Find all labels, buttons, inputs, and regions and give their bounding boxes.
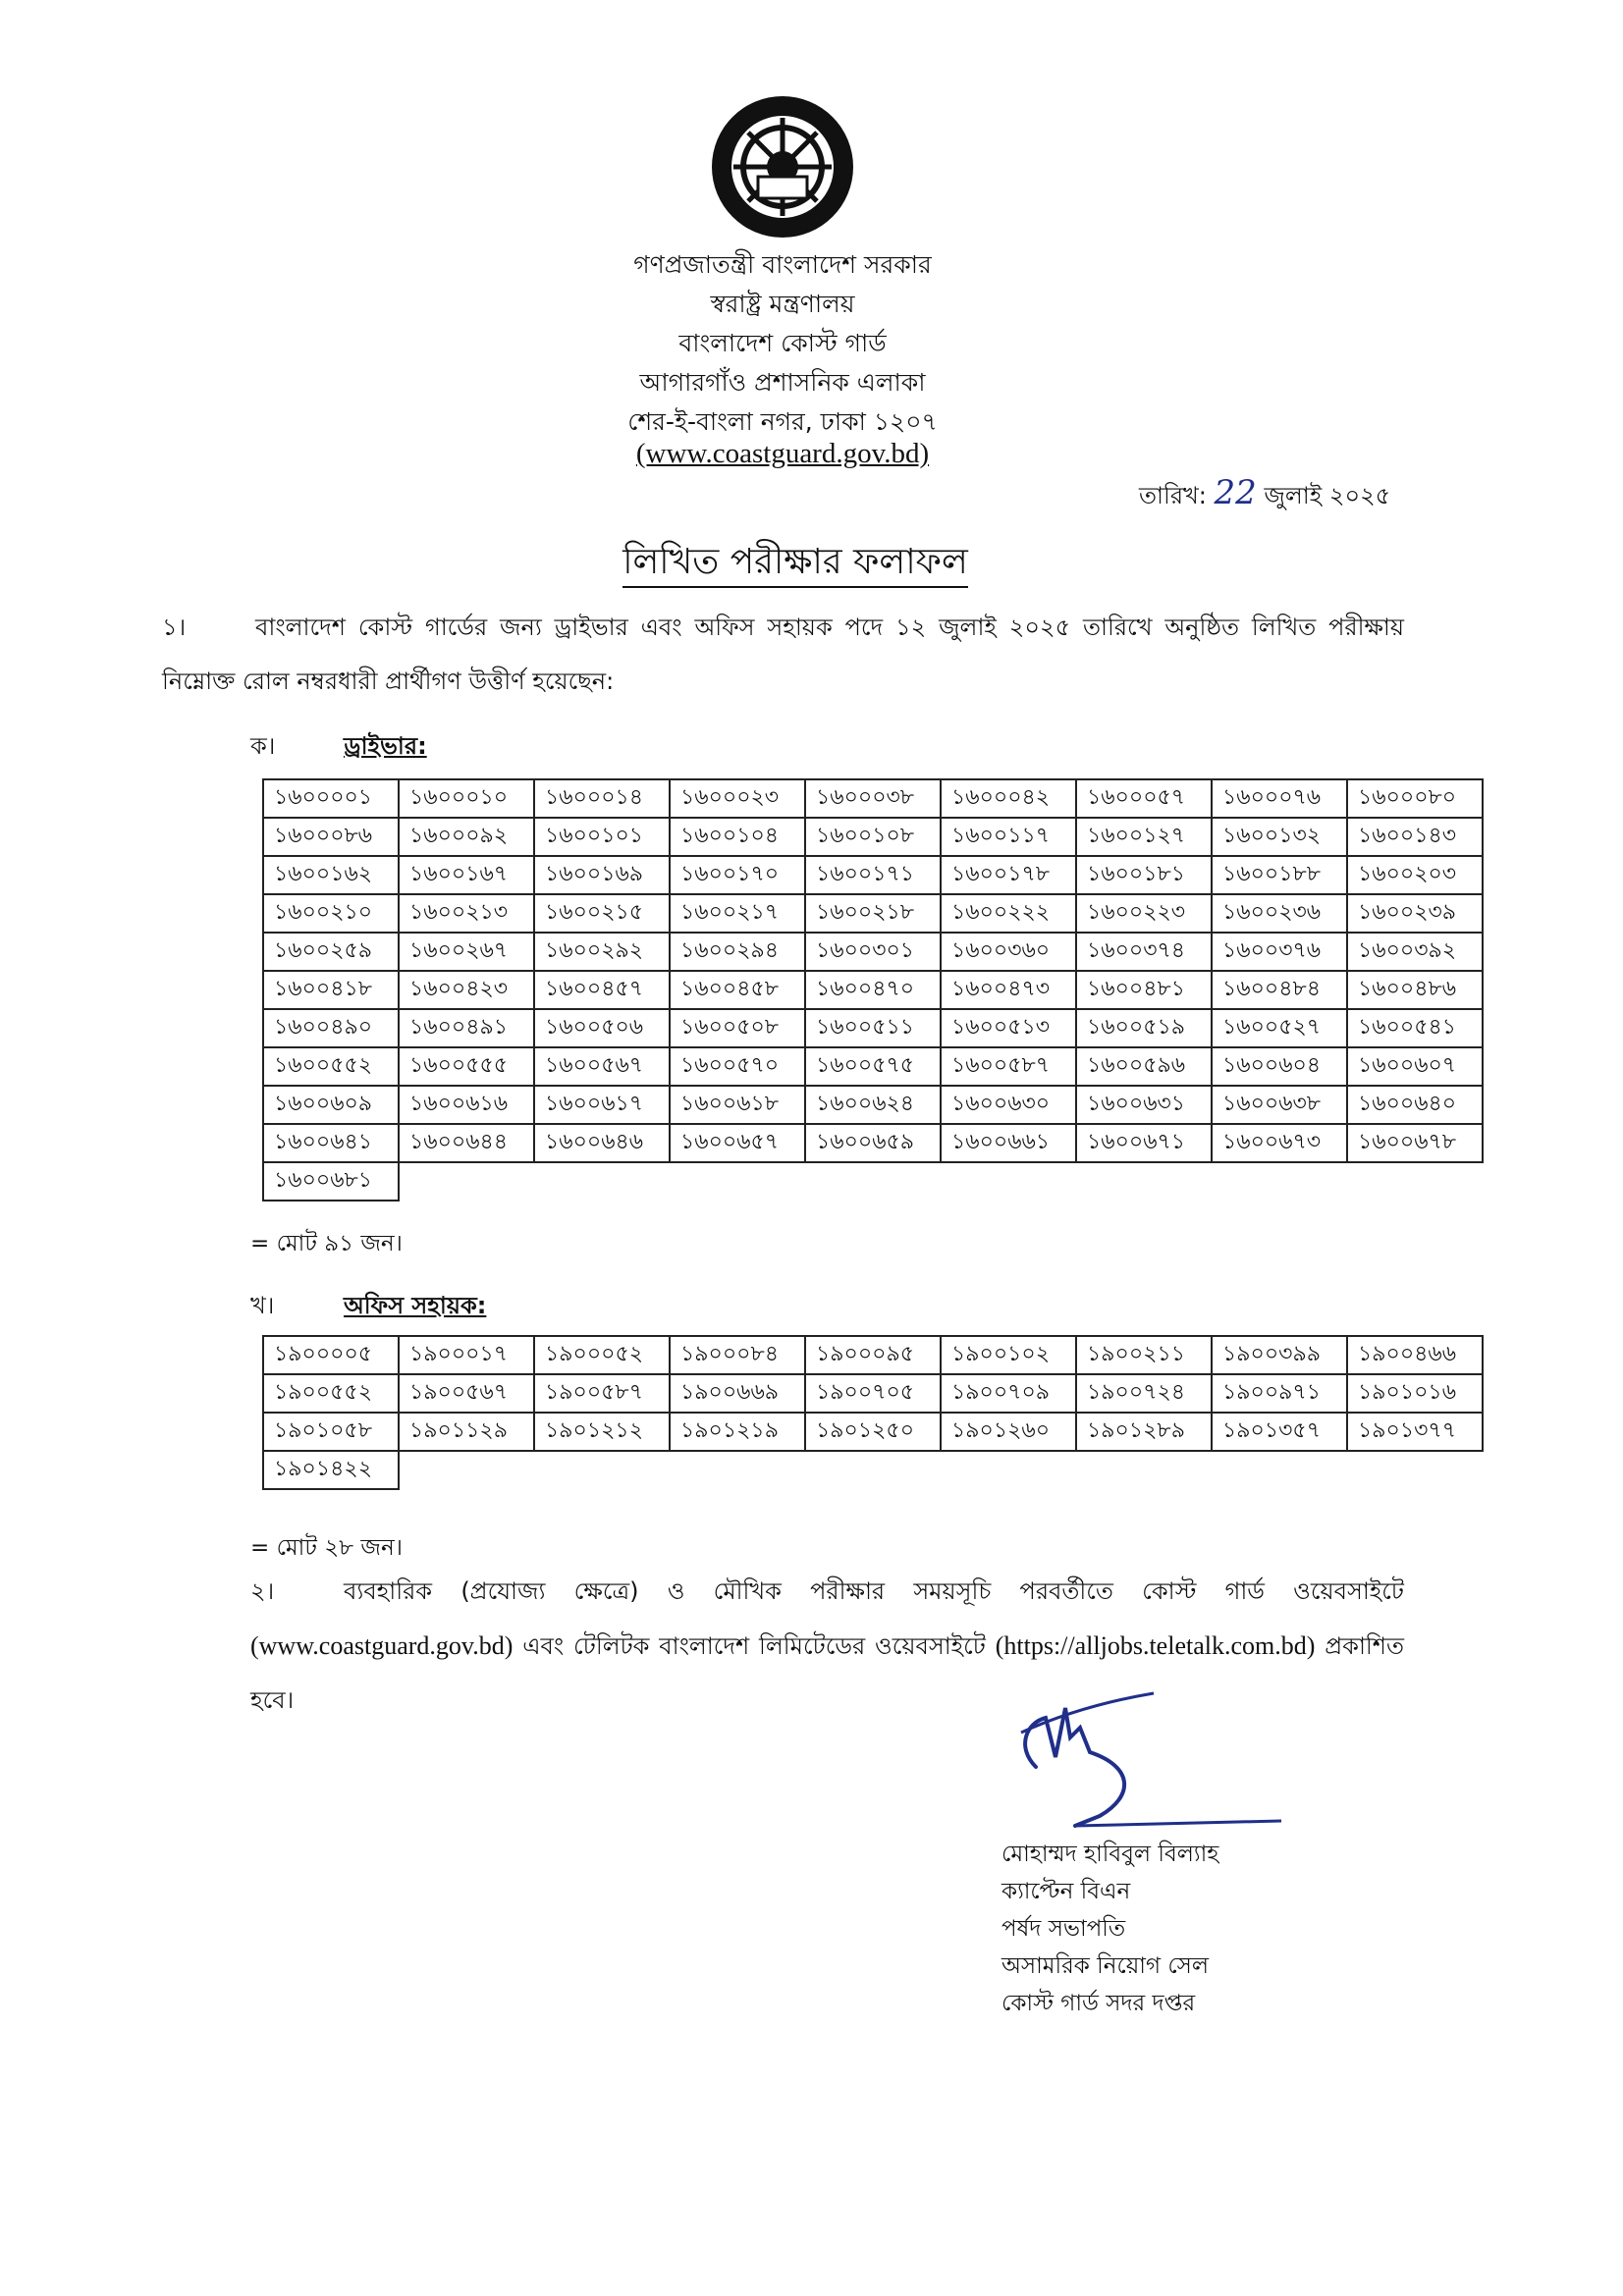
office-label: অফিস সহায়ক: <box>344 1292 487 1319</box>
roll-number-cell: ১৬০০৪৮৬ <box>1347 971 1483 1009</box>
roll-number-cell: ১৬০০৪১৮ <box>263 971 399 1009</box>
office-assistant-heading <box>250 1288 486 1327</box>
roll-number-cell: ১৬০০০২৩ <box>670 779 805 818</box>
roll-number-cell: ১৯০০৭২৪ <box>1076 1374 1212 1413</box>
roll-number-cell: ১৬০০৫০৮ <box>670 1009 805 1047</box>
roll-number-cell: ১৬০০৬৬১ <box>941 1124 1076 1162</box>
empty-cell <box>534 1162 670 1201</box>
roll-number-cell: ১৯০১৩৫৭ <box>1212 1413 1347 1451</box>
roll-number-cell: ১৯০০০৫২ <box>534 1336 670 1374</box>
roll-number-cell: ১৬০০১৬৯ <box>534 856 670 894</box>
roll-number-cell: ১৬০০০৯২ <box>399 818 534 856</box>
roll-number-cell: ১৬০০১৮৮ <box>1212 856 1347 894</box>
table-row <box>263 818 1483 856</box>
roll-number-cell: ১৬০০৫৬৭ <box>534 1047 670 1086</box>
empty-cell <box>941 1162 1076 1201</box>
roll-number-cell: ১৬০০২৩৬ <box>1212 894 1347 933</box>
roll-number-cell: ১৯০০৭০৫ <box>805 1374 941 1413</box>
signatory-designation: পর্ষদ সভাপতি <box>1001 1916 1126 1942</box>
roll-number-cell: ১৬০০২১৮ <box>805 894 941 933</box>
empty-cell <box>670 1162 805 1201</box>
roll-number-cell: ১৬০০০৮৬ <box>263 818 399 856</box>
roll-number-cell: ১৬০০০৩৮ <box>805 779 941 818</box>
driver-total: = মোট ৯১ জন। <box>250 1231 403 1256</box>
roll-number-cell: ১৬০০০৪২ <box>941 779 1076 818</box>
paragraph-1-text: বাংলাদেশ কোস্ট গার্ডের জন্য ড্রাইভার এবং অফিস সহায়ক পদে ১২ জুলাই ২০২৫ তারিখে অনুষ্ঠিত লিখিত পরীক্ষায় নিম্নোক্ত রোল নম্বরধারী প্রার্থীগণ উত্তীর্ণ হয়েছেন: <box>162 614 1404 695</box>
paragraph-2-text-c: প্রকাশিত হবে। <box>250 1632 1404 1714</box>
roll-number-cell: ১৬০০৬৮১ <box>263 1162 399 1201</box>
driver-heading <box>250 728 427 768</box>
roll-number-cell: ১৬০০৬০৭ <box>1347 1047 1483 1086</box>
empty-cell <box>670 1451 805 1489</box>
roll-number-cell: ১৬০০২১৫ <box>534 894 670 933</box>
signatory-cell: অসামরিক নিয়োগ সেল <box>1001 1953 1210 1979</box>
roll-number-cell: ১৯০১২৬০ <box>941 1413 1076 1451</box>
roll-number-cell: ১৬০০৬১৮ <box>670 1086 805 1124</box>
roll-number-cell: ১৬০০৫১৯ <box>1076 1009 1212 1047</box>
roll-number-cell: ১৯০০৩৯৯ <box>1212 1336 1347 1374</box>
paragraph-1 <box>162 601 1404 709</box>
roll-number-cell: ১৬০০৬০৪ <box>1212 1047 1347 1086</box>
empty-cell <box>1212 1451 1347 1489</box>
header-area: আগারগাঁও প্রশাসনিক এলাকা <box>639 368 926 397</box>
header-organization: বাংলাদেশ কোস্ট গার্ড <box>678 329 887 357</box>
roll-number-cell: ১৬০০০১৪ <box>534 779 670 818</box>
roll-number-cell: ১৬০০১৭১ <box>805 856 941 894</box>
roll-number-cell: ১৯০১০১৬ <box>1347 1374 1483 1413</box>
teletalk-website-link[interactable]: (https://alljobs.teletalk.com.bd) <box>995 1631 1316 1660</box>
roll-number-cell: ১৬০০২৯২ <box>534 933 670 971</box>
roll-number-cell: ১৬০০৪৭০ <box>805 971 941 1009</box>
table-row <box>263 1162 1483 1201</box>
driver-label: ড্রাইভার: <box>344 732 427 760</box>
office-total: = মোট ২৮ জন। <box>250 1535 403 1561</box>
roll-number-cell: ১৬০০২৫৯ <box>263 933 399 971</box>
roll-number-cell: ১৯০০৫৫২ <box>263 1374 399 1413</box>
roll-number-cell: ১৯০০৪৬৬ <box>1347 1336 1483 1374</box>
roll-number-cell: ১৬০০৪৯০ <box>263 1009 399 1047</box>
roll-number-cell: ১৬০০২২২ <box>941 894 1076 933</box>
roll-number-cell: ১৬০০২১৭ <box>670 894 805 933</box>
roll-number-cell: ১৬০০৬৪১ <box>263 1124 399 1162</box>
roll-number-cell: ১৯০০২১১ <box>1076 1336 1212 1374</box>
roll-number-cell: ১৬০০১৭০ <box>670 856 805 894</box>
paragraph-1-number: ১। <box>162 614 187 641</box>
roll-number-cell: ১৯০১৪২২ <box>263 1451 399 1489</box>
signatory-office: কোস্ট গার্ড সদর দপ্তর <box>1001 1991 1196 2016</box>
roll-number-cell: ১৬০০৫০৬ <box>534 1009 670 1047</box>
header-government: গণপ্রজাতন্ত্রী বাংলাদেশ সরকার <box>633 250 932 279</box>
coast-guard-logo <box>709 93 856 240</box>
roll-number-cell: ১৯০১২১৯ <box>670 1413 805 1451</box>
roll-number-cell: ১৬০০১২৭ <box>1076 818 1212 856</box>
roll-number-cell: ১৬০০৫২৭ <box>1212 1009 1347 1047</box>
roll-number-cell: ১৬০০৩৬০ <box>941 933 1076 971</box>
empty-cell <box>399 1451 534 1489</box>
table-row <box>263 779 1483 818</box>
roll-number-cell: ১৬০০১৬৭ <box>399 856 534 894</box>
roll-number-cell: ১৬০০১৪৩ <box>1347 818 1483 856</box>
roll-number-cell: ১৬০০১৩২ <box>1212 818 1347 856</box>
roll-number-cell: ১৬০০২২৩ <box>1076 894 1212 933</box>
roll-number-cell: ১৬০০১০১ <box>534 818 670 856</box>
roll-number-cell: ১৬০০৪৮১ <box>1076 971 1212 1009</box>
roll-number-cell: ১৬০০২১০ <box>263 894 399 933</box>
roll-number-cell: ১৬০০২৩৯ <box>1347 894 1483 933</box>
roll-number-cell: ১৬০০৫৯৬ <box>1076 1047 1212 1086</box>
table-row <box>263 1047 1483 1086</box>
roll-number-cell: ১৬০০৬০৯ <box>263 1086 399 1124</box>
table-row <box>263 1124 1483 1162</box>
roll-number-cell: ১৯০০০০৫ <box>263 1336 399 1374</box>
empty-cell <box>534 1451 670 1489</box>
roll-number-cell: ১৬০০৪৭৩ <box>941 971 1076 1009</box>
roll-number-cell: ১৬০০৫৭০ <box>670 1047 805 1086</box>
roll-number-cell: ১৬০০৬৩১ <box>1076 1086 1212 1124</box>
roll-number-cell: ১৬০০৪৫৮ <box>670 971 805 1009</box>
roll-number-cell: ১৯০০০৯৫ <box>805 1336 941 1374</box>
office-assistant-roll-table <box>262 1335 1484 1490</box>
empty-cell <box>1076 1451 1212 1489</box>
roll-number-cell: ১৯০০৯৭১ <box>1212 1374 1347 1413</box>
coastguard-website-link[interactable]: (www.coastguard.gov.bd) <box>250 1631 514 1660</box>
roll-number-cell: ১৬০০৪৯১ <box>399 1009 534 1047</box>
roll-number-cell: ১৯০০৫৮৭ <box>534 1374 670 1413</box>
roll-number-cell: ১৯০০৬৬৯ <box>670 1374 805 1413</box>
roll-number-cell: ১৬০০৫৭৫ <box>805 1047 941 1086</box>
roll-number-cell: ১৬০০২১৩ <box>399 894 534 933</box>
roll-number-cell: ১৬০০৩০১ <box>805 933 941 971</box>
roll-number-cell: ১৬০০৬৩০ <box>941 1086 1076 1124</box>
roll-number-cell: ১৬০০৬৭৮ <box>1347 1124 1483 1162</box>
roll-number-cell: ১৬০০৬৪৬ <box>534 1124 670 1162</box>
roll-number-cell: ১৬০০৫৮৭ <box>941 1047 1076 1086</box>
roll-number-cell: ১৬০০১০৪ <box>670 818 805 856</box>
roll-number-cell: ১৯০০৭০৯ <box>941 1374 1076 1413</box>
roll-number-cell: ১৬০০২৬৭ <box>399 933 534 971</box>
header-address: শের-ই-বাংলা নগর, ঢাকা ১২০৭ <box>627 407 938 436</box>
roll-number-cell: ১৬০০৬৪৪ <box>399 1124 534 1162</box>
roll-number-cell: ১৬০০৬১৬ <box>399 1086 534 1124</box>
roll-number-cell: ১৬০০৬১৭ <box>534 1086 670 1124</box>
roll-number-cell: ১৯০০১০২ <box>941 1336 1076 1374</box>
table-row <box>263 856 1483 894</box>
roll-number-cell: ১৬০০১০৮ <box>805 818 941 856</box>
table-row <box>263 1451 1483 1489</box>
page-title <box>0 535 1591 594</box>
roll-number-cell: ১৬০০০৫৭ <box>1076 779 1212 818</box>
table-row <box>263 1086 1483 1124</box>
roll-number-cell: ১৯০১৩৭৭ <box>1347 1413 1483 1451</box>
table-row <box>263 933 1483 971</box>
roll-number-cell: ১৬০০৬৪০ <box>1347 1086 1483 1124</box>
roll-number-cell: ১৯০১২৮৯ <box>1076 1413 1212 1451</box>
roll-number-cell: ১৬০০৬৫৯ <box>805 1124 941 1162</box>
table-row <box>263 1009 1483 1047</box>
empty-cell <box>1347 1162 1483 1201</box>
date-day-handwritten: 22 <box>1214 473 1257 512</box>
table-row <box>263 1413 1483 1451</box>
date-label: তারিখ: <box>1139 482 1207 509</box>
table-row <box>263 894 1483 933</box>
paragraph-2-text-b: এবং টেলিটক বাংলাদেশ লিমিটেডের ওয়েবসাইটে <box>522 1632 986 1660</box>
table-row <box>263 1336 1483 1374</box>
header-website-link[interactable]: (www.coastguard.gov.bd) <box>635 438 930 469</box>
office-marker: খ। <box>250 1292 275 1319</box>
roll-number-cell: ১৯০১১২৯ <box>399 1413 534 1451</box>
roll-number-cell: ১৬০০৬৭১ <box>1076 1124 1212 1162</box>
paragraph-2-number: ২। <box>250 1577 275 1605</box>
roll-number-cell: ১৬০০৫১৩ <box>941 1009 1076 1047</box>
empty-cell <box>1076 1162 1212 1201</box>
date-line <box>1139 473 1390 517</box>
roll-number-cell: ১৬০০৫১১ <box>805 1009 941 1047</box>
roll-number-cell: ১৬০০৩৭৬ <box>1212 933 1347 971</box>
empty-cell <box>1347 1451 1483 1489</box>
roll-number-cell: ১৬০০৬৫৭ <box>670 1124 805 1162</box>
roll-number-cell: ১৬০০৫৪১ <box>1347 1009 1483 1047</box>
empty-cell <box>941 1451 1076 1489</box>
roll-number-cell: ১৯০০০৮৪ <box>670 1336 805 1374</box>
empty-cell <box>805 1162 941 1201</box>
roll-number-cell: ১৯০১০৫৮ <box>263 1413 399 1451</box>
roll-number-cell: ১৬০০৫৫৫ <box>399 1047 534 1086</box>
roll-number-cell: ১৬০০১১৭ <box>941 818 1076 856</box>
roll-number-cell: ১৯০০৫৬৭ <box>399 1374 534 1413</box>
date-month-year: জুলাই ২০২৫ <box>1264 482 1391 509</box>
roll-number-cell: ১৬০০১৭৮ <box>941 856 1076 894</box>
roll-number-cell: ১৬০০৩৭৪ <box>1076 933 1212 971</box>
roll-number-cell: ১৬০০৩৯২ <box>1347 933 1483 971</box>
roll-number-cell: ১৯০০০১৭ <box>399 1336 534 1374</box>
roll-number-cell: ১৬০০২৯৪ <box>670 933 805 971</box>
roll-number-cell: ১৬০০৬৭৩ <box>1212 1124 1347 1162</box>
empty-cell <box>1212 1162 1347 1201</box>
roll-number-cell: ১৬০০১৮১ <box>1076 856 1212 894</box>
roll-number-cell: ১৬০০৬৩৮ <box>1212 1086 1347 1124</box>
paragraph-2-text-a: ব্যবহারিক (প্রযোজ্য ক্ষেত্রে) ও মৌখিক পরীক্ষার সময়সূচি পরবর্তীতে কোস্ট গার্ড ওয়েবসাইটে <box>344 1577 1404 1605</box>
table-row <box>263 971 1483 1009</box>
table-row <box>263 1374 1483 1413</box>
signature <box>997 1688 1291 1849</box>
roll-number-cell: ১৬০০৬২৪ <box>805 1086 941 1124</box>
roll-number-cell: ১৯০১২১২ <box>534 1413 670 1451</box>
roll-number-cell: ১৬০০০৭৬ <box>1212 779 1347 818</box>
roll-number-cell: ১৬০০০১০ <box>399 779 534 818</box>
header-ministry: স্বরাষ্ট্র মন্ত্রণালয় <box>710 290 855 318</box>
roll-number-cell: ১৬০০৫৫২ <box>263 1047 399 1086</box>
roll-number-cell: ১৬০০০৮০ <box>1347 779 1483 818</box>
driver-marker: ক। <box>250 732 276 760</box>
roll-number-cell: ১৯০১২৫০ <box>805 1413 941 1451</box>
roll-number-cell: ১৬০০৪২৩ <box>399 971 534 1009</box>
empty-cell <box>399 1162 534 1201</box>
roll-number-cell: ১৬০০২০৩ <box>1347 856 1483 894</box>
roll-number-cell: ১৬০০৪৫৭ <box>534 971 670 1009</box>
driver-roll-table <box>262 778 1484 1201</box>
signatory-name: মোহাম্মদ হাবিবুল বিল্যাহ <box>1001 1842 1219 1867</box>
roll-number-cell: ১৬০০১৬২ <box>263 856 399 894</box>
roll-number-cell: ১৬০০০০১ <box>263 779 399 818</box>
signatory-rank: ক্যাপ্টেন বিএন <box>1001 1879 1131 1904</box>
roll-number-cell: ১৬০০৪৮৪ <box>1212 971 1347 1009</box>
empty-cell <box>805 1451 941 1489</box>
page-title-text: লিখিত পরীক্ষার ফলাফল <box>622 542 968 588</box>
